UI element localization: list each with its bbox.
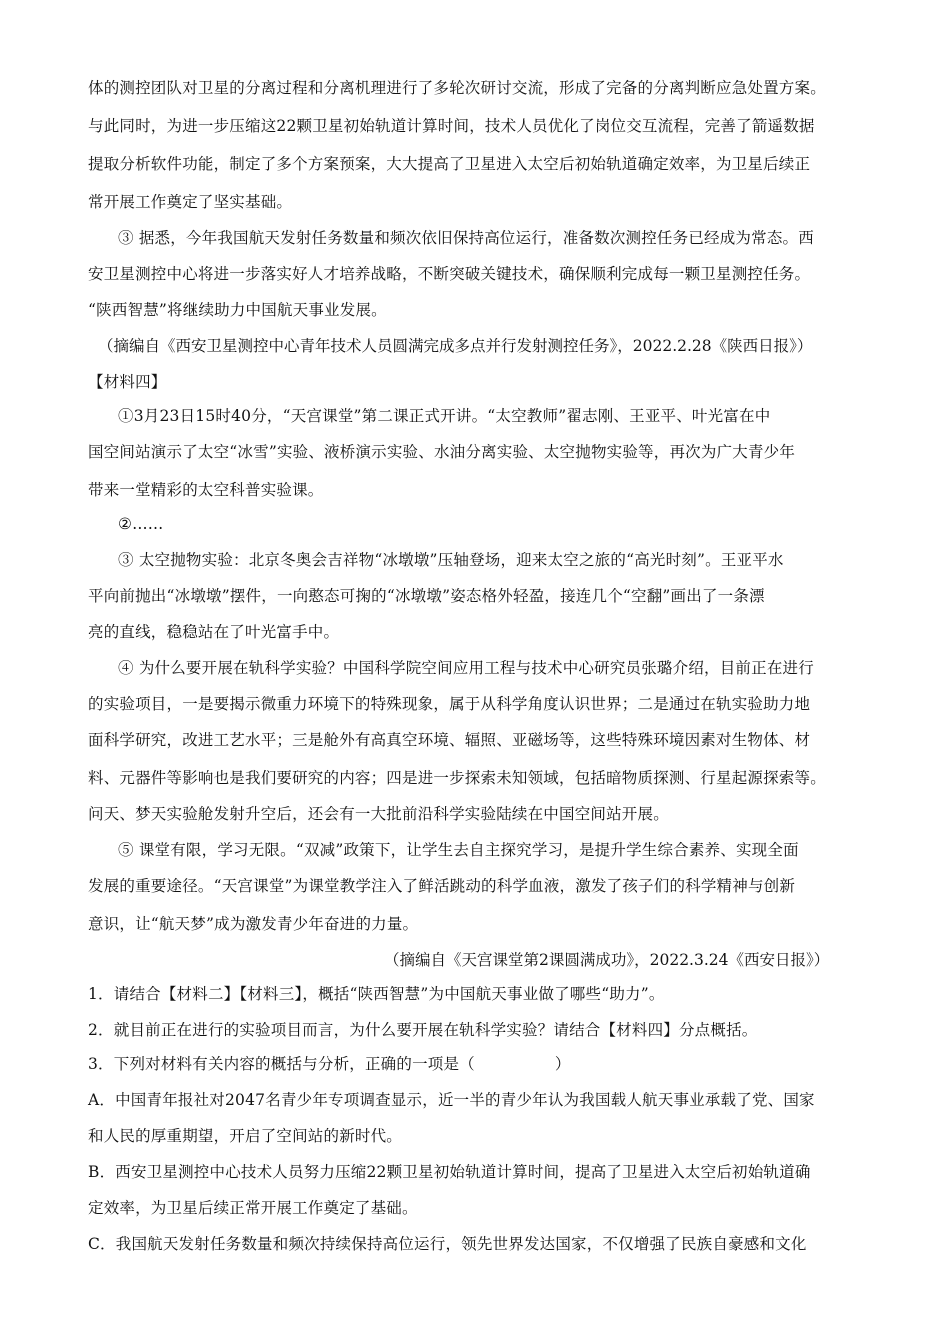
option-b-line: B．西安卫星测控中心技术人员努力压缩22颗卫星初始轨道计算时间，提高了卫星进入太空后初始轨道确	[88, 1163, 811, 1181]
paragraph-line: 平向前抛出“冰墩墩”摆件，一向憨态可掬的“冰墩墩”姿态格外轻盈，接连几个“空翻”画出了一条漂	[88, 587, 765, 605]
option-a-line: 和人民的厚重期望，开启了空间站的新时代。	[88, 1127, 403, 1145]
paragraph-line: 的实验项目，一是要揭示微重力环境下的特殊现象，属于从科学角度认识世界；二是通过在轨实验助力地	[88, 695, 811, 713]
option-a-line: A．中国青年报社对2047名青少年专项调查显示，近一半的青少年认为我国载人航天事业承载了党、国家	[88, 1091, 815, 1109]
paragraph-line: 意识，让“航天梦”成为激发青少年奋进的力量。	[88, 915, 419, 933]
option-c-line: C．我国航天发射任务数量和频次持续保持高位运行，领先世界发达国家，不仅增强了民族自豪感和文化	[88, 1235, 807, 1253]
section-heading: 【材料四】	[88, 373, 167, 391]
question-3-close: ）	[554, 1055, 571, 1073]
paragraph-line: “陕西智慧”将继续助力中国航天事业发展。	[88, 301, 387, 319]
paragraph-line: ③ 太空抛物实验：北京冬奥会吉祥物“冰墩墩”压轴登场，迎来太空之旅的“高光时刻”。王亚平水	[118, 551, 784, 569]
paragraph-line: 料、元器件等影响也是我们要研究的内容；四是进一步探索未知领域，包括暗物质探测、行星起源探索等。	[88, 769, 826, 787]
paragraph-line: 面科学研究，改进工艺水平；三是舱外有高真空环境、辐照、亚磁场等，这些特殊环境因素对生物体、材	[88, 731, 811, 749]
paragraph-line: 常开展工作奠定了坚实基础。	[88, 193, 293, 211]
paragraph-line: ②……	[118, 515, 164, 533]
question-1: 1．请结合【材料二】【材料三】，概括“陕西智慧”为中国航天事业做了哪些“助力”。	[88, 985, 665, 1003]
paragraph-line: 亮的直线，稳稳站在了叶光富手中。	[88, 623, 340, 641]
paragraph-line: 体的测控团队对卫星的分离过程和分离机理进行了多轮次研讨交流，形成了完备的分离判断应急处置方案。	[88, 79, 826, 97]
paragraph-line: 与此同时，为进一步压缩这22颗卫星初始轨道计算时间，技术人员优化了岗位交互流程，完善了箭遥数据	[88, 117, 815, 135]
question-3	[88, 1054, 571, 1074]
paragraph-line: 发展的重要途径。“天宫课堂”为课堂教学注入了鲜活跳动的科学血液，激发了孩子们的科学精神与创新	[88, 877, 796, 895]
paragraph-line: ③ 据悉，今年我国航天发射任务数量和频次依旧保持高位运行，准备数次测控任务已经成为常态。西	[118, 229, 814, 247]
paragraph-line: ④ 为什么要开展在轨科学实验？中国科学院空间应用工程与技术中心研究员张璐介绍，目前正在进行	[118, 659, 814, 677]
question-3-text: 3．下列对材料有关内容的概括与分析，正确的一项是（	[88, 1055, 475, 1073]
paragraph-line: 带来一堂精彩的太空科普实验课。	[88, 481, 324, 499]
source-citation: （摘编自《西安卫星测控中心青年技术人员圆满完成多点并行发射测控任务》，2022.2.28《陕西日报》）	[98, 337, 813, 355]
source-citation: （摘编自《天宫课堂第2课圆满成功》，2022.3.24《西安日报》）	[384, 951, 830, 969]
paragraph-line: 安卫星测控中心将进一步落实好人才培养战略，不断突破关键技术，确保顺利完成每一颗卫星测控任务。	[88, 265, 811, 283]
paragraph-line: 问天、梦天实验舱发射升空后，还会有一大批前沿科学实验陆续在中国空间站开展。	[88, 805, 669, 823]
paragraph-line: ⑤ 课堂有限，学习无限。“双减”政策下，让学生去自主探究学习，是提升学生综合素养、实现全面	[118, 841, 799, 859]
question-2: 2．就目前正在进行的实验项目而言，为什么要开展在轨科学实验？请结合【材料四】分点概括。	[88, 1021, 758, 1039]
paragraph-line: 提取分析软件功能，制定了多个方案预案，大大提高了卫星进入太空后初始轨道确定效率，为卫星后续正	[88, 155, 811, 173]
paragraph-line: ①3月23日15时40分，“天宫课堂”第二课正式开讲。“太空教师”翟志刚、王亚平、叶光富在中	[118, 407, 771, 425]
paragraph-line: 国空间站演示了太空“冰雪”实验、液桥演示实验、水油分离实验、太空抛物实验等，再次为广大青少年	[88, 443, 796, 461]
option-b-line: 定效率，为卫星后续正常开展工作奠定了基础。	[88, 1199, 418, 1217]
